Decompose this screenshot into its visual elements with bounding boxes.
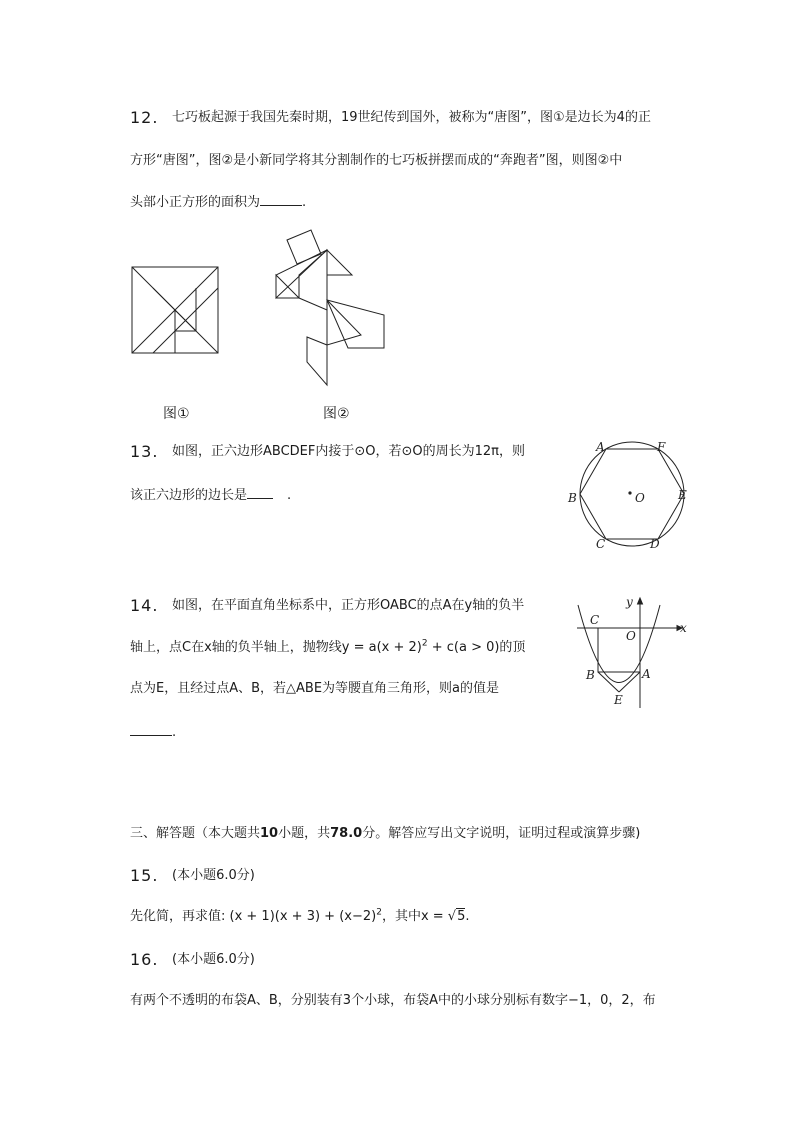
q12-number: 12. <box>130 108 159 127</box>
q12-line3-text: 头部小正方形的面积为 <box>130 195 261 210</box>
section3-prefix: 三、解答题（本大题共 <box>130 826 261 841</box>
q16-number: 16. <box>130 950 159 969</box>
label-y: y <box>626 595 633 609</box>
q15-text-b: ，其中x = √ <box>381 909 457 924</box>
q14-line1: 如图，在平面直角坐标系中，正方形OABC的点A在y轴的负半 <box>172 598 525 613</box>
label-B: B <box>568 491 577 505</box>
y-axis-arrow <box>638 598 643 604</box>
label-F: F <box>657 440 666 454</box>
q15-score: (本小题6.0分) <box>172 868 255 883</box>
section3-mid: 小题，共 <box>278 826 331 841</box>
q14-line2-a: 轴上，点C在x轴的负半轴上，抛物线y = a(x + 2) <box>130 640 422 655</box>
q12-line2: 方形“唐图”，图②是小新同学将其分割制作的七巧板拼摆而成的“奔跑者”图，则图②中 <box>130 153 623 168</box>
label-A: A <box>642 667 651 681</box>
q13-number: 13. <box>130 442 159 461</box>
q12-line1: 七巧板起源于我国先秦时期，19世纪传到国外，被称为“唐图”，图①是边长为4的正 <box>172 110 651 125</box>
q14-line4-end: . <box>172 725 177 740</box>
q14-line2-sup: 2 <box>421 638 428 649</box>
q15-number: 15. <box>130 866 159 885</box>
q15-radicand: 5 <box>457 909 466 924</box>
label-O: O <box>626 629 636 643</box>
section3-suffix: 分。解答应写出文字说明，证明过程或演算步骤) <box>362 826 641 841</box>
q15-expression <box>130 909 470 925</box>
label-E: E <box>678 488 687 502</box>
q15-text-end: . <box>465 909 470 924</box>
label-D: D <box>650 537 660 551</box>
section3-count: 10 <box>260 826 279 841</box>
label-B: B <box>586 668 595 682</box>
section3-heading <box>130 826 640 842</box>
label-O: O <box>635 491 645 505</box>
fig1-label: 图① <box>163 406 190 422</box>
q13-line2-end: . <box>287 488 292 503</box>
label-C: C <box>596 537 606 551</box>
q16-line1: 有两个不透明的布袋A、B，分别装有3个小球，布袋A中的小球分别标有数字−1，0，2，布 <box>130 993 656 1008</box>
q15-text-a: 先化简，再求值: (x + 1)(x + 3) + (x−2) <box>130 909 377 924</box>
section3-score: 78.0 <box>330 826 363 841</box>
q15-text-sup: 2 <box>376 907 382 918</box>
q14-line3: 点为E，且经过点A、B，若△ABE为等腰直角三角形，则a的值是 <box>130 681 500 696</box>
q13-line1: 如图，正六边形ABCDEF内接于⊙O，若⊙O的周长为12π，则 <box>172 444 525 459</box>
q14-number: 14. <box>130 596 159 615</box>
label-E: E <box>614 693 623 707</box>
label-A: A <box>596 440 605 454</box>
label-x: x <box>680 621 687 635</box>
q14-line2-b: + c(a > 0)的顶 <box>427 640 526 655</box>
fig2-label: 图② <box>323 406 350 422</box>
label-C: C <box>590 613 600 627</box>
q13-line2-text: 该正六边形的边长是 <box>130 488 248 503</box>
q12-line3-end: . <box>302 195 307 210</box>
q16-score: (本小题6.0分) <box>172 952 255 967</box>
